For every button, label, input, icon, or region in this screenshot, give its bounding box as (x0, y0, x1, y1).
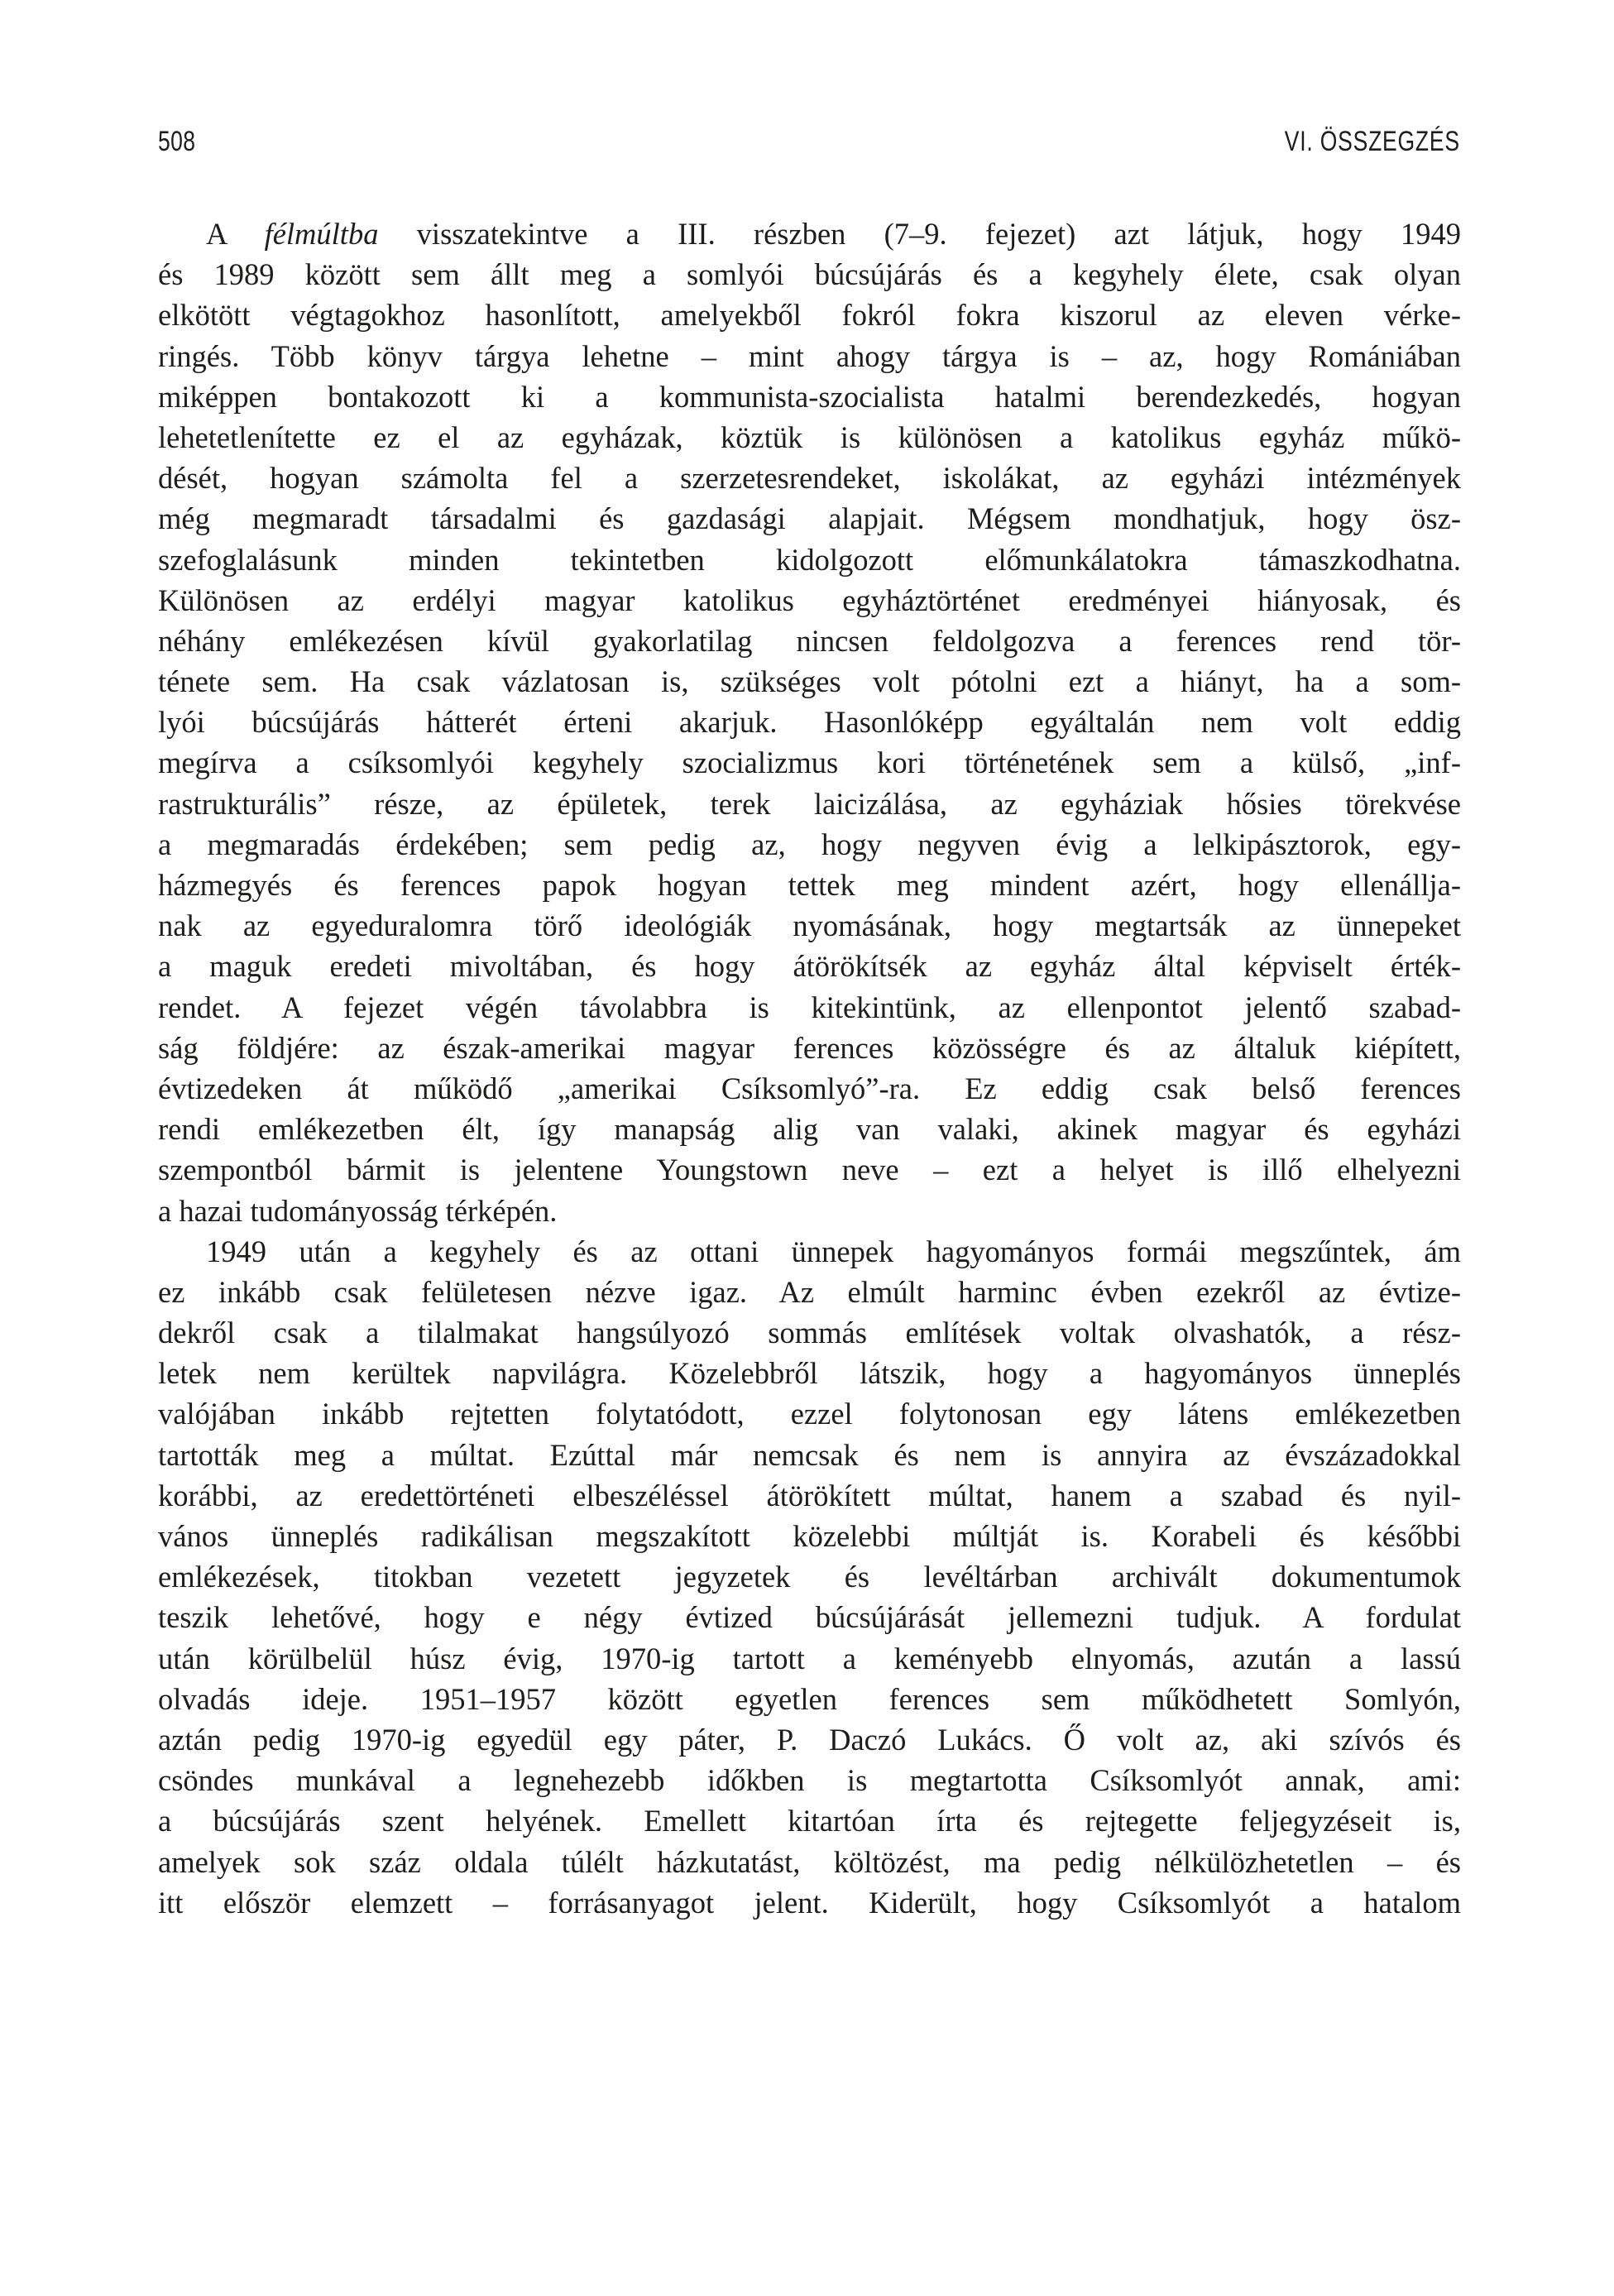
line-text: még megmaradt társadalmi és gazdasági alapjait. Mégsem mondhatjuk, hogy ösz- (158, 501, 1461, 536)
paragraph-line (158, 784, 1461, 824)
line-text: ringés. Több könyv tárgya lehetne – mint ahogy tárgya is – az, hogy Romániában (158, 338, 1461, 373)
paragraph-line (158, 580, 1461, 621)
paragraph-line (158, 1353, 1461, 1393)
paragraph-line (158, 1149, 1461, 1190)
line-text: szempontból bármit is jelentene Youngstown neve – ezt a helyet is illő elhelyezni (158, 1153, 1461, 1187)
paragraph-line (158, 1272, 1461, 1312)
line-text: 1949 után a kegyhely és az ottani ünnepek hagyományos formái megszűntek, ám (206, 1234, 1461, 1268)
page-number: 508 (158, 126, 196, 157)
line-text: a megmaradás érdekében; sem pedig az, hogy negyven évig a lelkipásztorok, egy- (158, 827, 1461, 861)
paragraph-line (158, 1475, 1461, 1516)
paragraph-line (158, 946, 1461, 986)
line-text: megírva a csíksomlyói kegyhely szocializmus kori történetének sem a külső, „inf- (158, 745, 1461, 780)
paragraph-line (158, 1312, 1461, 1353)
line-text: után körülbelül húsz évig, 1970-ig tartott a keményebb elnyomás, azután a lassú (158, 1641, 1461, 1675)
line-text: Különösen az erdélyi magyar katolikus egyháztörténet eredményei hiányosak, és (158, 582, 1461, 617)
paragraph-line (158, 336, 1461, 376)
paragraph-line (158, 376, 1461, 417)
paragraph-line (158, 498, 1461, 539)
paragraph-line (158, 1679, 1461, 1719)
paragraph-line (158, 987, 1461, 1028)
paragraph-line (158, 458, 1461, 498)
line-text: lyói búcsújárás hátterét érteni akarjuk. Hasonlóképp egyáltalán nem volt eddig (158, 705, 1461, 740)
line-text: letek nem kerültek napvilágra. Közelebbről látszik, hogy a hagyományos ünneplés (158, 1356, 1461, 1391)
paragraph-line (158, 295, 1461, 335)
line-text: ténete sem. Ha csak vázlatosan is, szükséges volt pótolni ezt a hiányt, ha a som- (158, 664, 1461, 699)
paragraph-line (158, 1882, 1461, 1923)
line-text: emlékezések, titokban vezetett jegyzetek és levéltárban archivált dokumentumok (158, 1560, 1461, 1594)
paragraph-line (158, 1597, 1461, 1637)
line-text: teszik lehetővé, hogy e négy évtized búcsújárását jellemezni tudjuk. A fordulat (158, 1600, 1461, 1635)
paragraph-line (158, 1393, 1461, 1434)
line-text: ez inkább csak felületesen nézve igaz. Az elmúlt harminc évben ezekről az évtize- (158, 1274, 1461, 1309)
paragraph-line (158, 1760, 1461, 1800)
paragraph-line (158, 539, 1461, 580)
paragraph-line (158, 1842, 1461, 1882)
italic-term: félmúltba (264, 217, 379, 251)
line-text: lehetetlenítette ez el az egyházak, köztük is különösen a katolikus egyház műkö- (158, 419, 1461, 454)
paragraph-line (158, 1231, 1461, 1272)
line-text: rendi emlékezetben élt, így manapság alig van valaki, akinek magyar és egyházi (158, 1112, 1461, 1147)
paragraph-1 (158, 213, 1461, 1231)
line-text: ság földjére: az észak-amerikai magyar ferences közösségre és az általuk kiépített, (158, 1030, 1461, 1065)
line-text: szefoglalásunk minden tekintetben kidolgozott előmunkálatokra támaszkodhatna. (158, 542, 1461, 577)
line-text: a búcsújárás szent helyének. Emellett kitartóan írta és rejtegette feljegyzéseit is, (158, 1804, 1461, 1838)
paragraph-line (158, 1109, 1461, 1149)
paragraph-line (158, 905, 1461, 946)
line-text: valójában inkább rejtetten folytatódott, ezzel folytonosan egy látens emlékezetben (158, 1397, 1461, 1431)
paragraph-2 (158, 1231, 1461, 1923)
paragraph-line (158, 1516, 1461, 1556)
paragraph-line (158, 865, 1461, 905)
line-text: a hazai tudományosság térképén. (158, 1193, 558, 1228)
paragraph-line (158, 213, 1461, 254)
line-text: házmegyés és ferences papok hogyan tettek meg mindent azért, hogy ellenállja- (158, 868, 1461, 902)
paragraph-line (158, 824, 1461, 865)
running-head: VI. ÖSSZEGZÉS (1284, 126, 1460, 157)
body-text (158, 213, 1461, 1923)
line-text: csöndes munkával a legnehezebb időkben is megtartotta Csíksomlyót annak, ami: (158, 1763, 1461, 1798)
paragraph-line (158, 742, 1461, 783)
line-text: aztán pedig 1970-ig egyedül egy páter, P. Daczó Lukács. Ő volt az, aki szívós és (158, 1722, 1461, 1757)
paragraph-line (158, 1435, 1461, 1475)
line-text: A félmúltba visszatekintve a III. részben (7–9. fejezet) azt látjuk, hogy 1949 (206, 217, 1461, 251)
paragraph-line (158, 1638, 1461, 1679)
paragraph-line (158, 1800, 1461, 1841)
line-text: tartották meg a múltat. Ezúttal már nemcsak és nem is annyira az évszázadokkal (158, 1437, 1461, 1472)
line-text: és 1989 között sem állt meg a somlyói búcsújárás és a kegyhely élete, csak olyan (158, 257, 1461, 292)
line-text: évtizedeken át működő „amerikai Csíksomlyó”-ra. Ez eddig csak belső ferences (158, 1071, 1461, 1105)
line-text: nak az egyeduralomra törő ideológiák nyomásának, hogy megtartsák az ünnepeket (158, 908, 1461, 943)
line-text: dekről csak a tilalmakat hangsúlyozó sommás említések voltak olvashatók, a rész- (158, 1316, 1461, 1350)
line-text: olvadás ideje. 1951–1957 között egyetlen ferences sem működhetett Somlyón, (158, 1681, 1461, 1716)
paragraph-line (158, 702, 1461, 742)
paragraph-line (158, 1719, 1461, 1760)
line-text: néhány emlékezésen kívül gyakorlatilag nincsen feldolgozva a ferences rend tör- (158, 623, 1461, 658)
line-text: rastrukturális” része, az épületek, terek laicizálása, az egyháziak hősies törekvése (158, 786, 1461, 821)
paragraph-line (158, 661, 1461, 702)
paragraph-line (158, 1191, 1461, 1231)
paragraph-line (158, 1028, 1461, 1068)
line-text: vános ünneplés radikálisan megszakított közelebbi múltját is. Korabeli és későbbi (158, 1519, 1461, 1553)
line-text: miképpen bontakozott ki a kommunista-szocialista hatalmi berendezkedés, hogyan (158, 379, 1461, 414)
line-text: rendet. A fejezet végén távolabbra is kitekintünk, az ellenpontot jelentő szabad- (158, 990, 1461, 1024)
paragraph-line (158, 1068, 1461, 1109)
line-text: elkötött végtagokhoz hasonlított, amelyekből fokról fokra kiszorul az eleven vérke- (158, 298, 1461, 333)
paragraph-line (158, 417, 1461, 458)
line-text: a maguk eredeti mivoltában, és hogy átörökítsék az egyház által képviselt érték- (158, 949, 1461, 984)
paragraph-line (158, 1556, 1461, 1597)
line-text: dését, hogyan számolta fel a szerzetesrendeket, iskolákat, az egyházi intézmények (158, 461, 1461, 496)
line-text: korábbi, az eredettörténeti elbeszéléssel átörökített múltat, hanem a szabad és nyil- (158, 1478, 1461, 1512)
paragraph-line (158, 254, 1461, 295)
paragraph-line (158, 621, 1461, 661)
line-text: itt először elemzett – forrásanyagot jelent. Kiderült, hogy Csíksomlyót a hatalom (158, 1885, 1461, 1920)
line-text: amelyek sok száz oldala túlélt házkutatást, költözést, ma pedig nélkülözhetetlen – és (158, 1844, 1461, 1879)
